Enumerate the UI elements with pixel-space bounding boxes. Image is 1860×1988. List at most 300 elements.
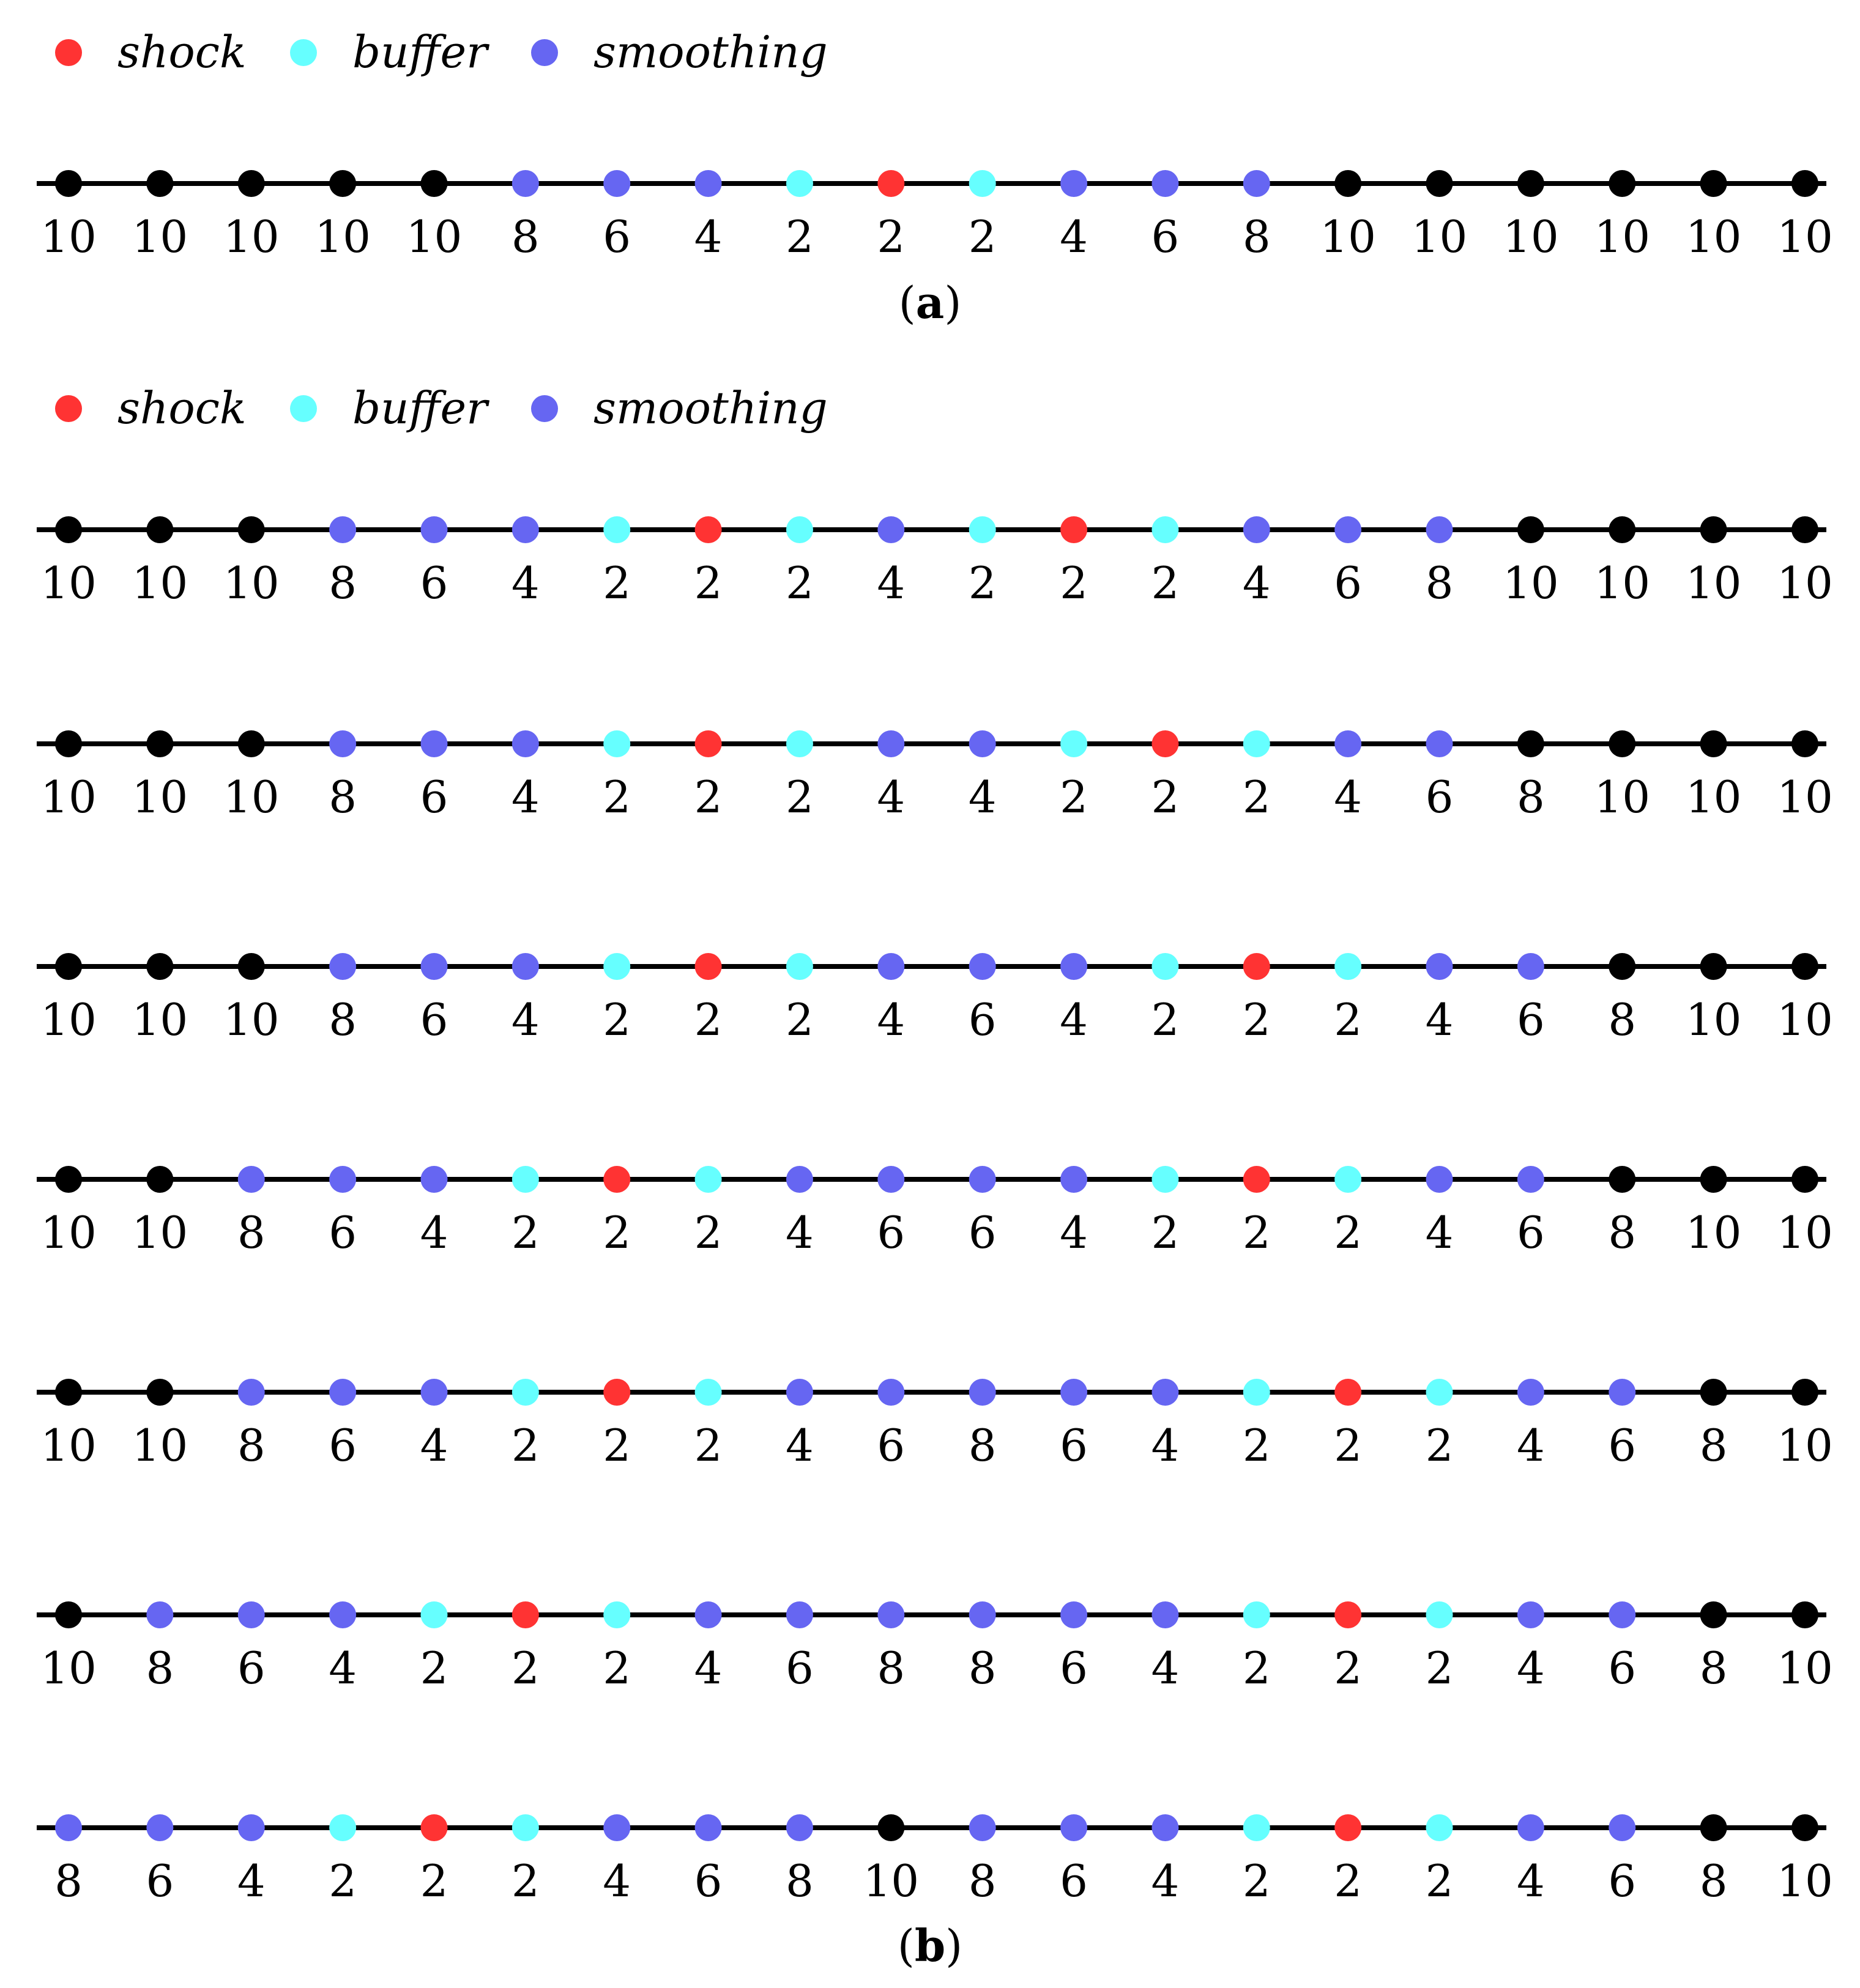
panel-b-row-6-node-6 — [603, 1814, 630, 1841]
panel-b-row-3-label-2: 8 — [237, 1207, 266, 1258]
panel-a-row-0-label-19: 10 — [1777, 211, 1833, 262]
panel-b-row-1-label-5: 4 — [511, 771, 540, 823]
panel-a-row-0-node-10 — [969, 170, 996, 197]
panel-b-row-6-node-10 — [969, 1814, 996, 1841]
panel-b-row-0-label-7: 2 — [694, 557, 723, 609]
panel-b-row-6-node-14 — [1334, 1814, 1361, 1841]
panel-a-row-0-node-9 — [877, 170, 904, 197]
panel-b-row-5-node-0 — [55, 1601, 82, 1628]
panel-b-row-6-label-4: 2 — [420, 1855, 448, 1907]
legend-b — [55, 382, 828, 434]
panel-b-row-5-node-10 — [969, 1601, 996, 1628]
panel-a-row-0-node-2 — [238, 170, 265, 197]
panel-b-row-4-node-0 — [55, 1379, 82, 1406]
panel-b-row-2-node-3 — [329, 953, 356, 980]
panel-b-row-1-node-4 — [420, 730, 447, 757]
panel-b-row-1-node-15 — [1426, 730, 1453, 757]
panel-b-row-0-node-1 — [146, 516, 173, 543]
panel-b-row-0-label-15: 8 — [1425, 557, 1454, 609]
panel-b-row-5-label-19: 10 — [1777, 1642, 1833, 1694]
panel-b-row-2-node-2 — [238, 953, 265, 980]
panel-b-row-4-node-8 — [786, 1379, 813, 1406]
panel-b-row-6-node-19 — [1791, 1814, 1818, 1841]
panel-b-row-0-label-6: 2 — [603, 557, 631, 609]
panel-b-row-3-label-1: 10 — [132, 1207, 188, 1258]
panel-b-row-2-label-11: 4 — [1060, 994, 1088, 1045]
panel-b-row-1-label-17: 10 — [1594, 771, 1651, 823]
legend-label-shock: shock — [117, 382, 247, 434]
panel-a-row-0-node-14 — [1334, 170, 1361, 197]
panel-b-row-4-label-13: 2 — [1242, 1420, 1271, 1471]
panel-b-row-4-node-7 — [695, 1379, 722, 1406]
panel-b-row-1-node-0 — [55, 730, 82, 757]
panel-b-row-5-label-16: 4 — [1516, 1642, 1545, 1694]
panel-b-row-0-node-14 — [1334, 516, 1361, 543]
panel-b-row-2-label-14: 2 — [1334, 994, 1363, 1045]
panel-b-row-0-node-17 — [1609, 516, 1635, 543]
panel-b-row-3-label-9: 6 — [877, 1207, 906, 1258]
legend-marker-shock — [55, 39, 82, 66]
panel-b-row-4-label-11: 6 — [1060, 1420, 1088, 1471]
panel-b-row-4-node-9 — [877, 1379, 904, 1406]
panel-b-row-1-node-17 — [1609, 730, 1635, 757]
panel-b-row-5-node-4 — [420, 1601, 447, 1628]
panel-b-row-6-label-5: 2 — [511, 1855, 540, 1907]
panel-b-row-5-label-18: 8 — [1699, 1642, 1728, 1694]
panel-b-row-2-label-15: 4 — [1425, 994, 1454, 1045]
panel-b-row-3-node-5 — [512, 1166, 539, 1193]
panel-b-row-5-node-11 — [1060, 1601, 1087, 1628]
panel-b-row-2-label-12: 2 — [1151, 994, 1180, 1045]
panel-b-row-4-node-1 — [146, 1379, 173, 1406]
panel-b-row-5-node-16 — [1517, 1601, 1544, 1628]
legend-marker-smoothing — [531, 395, 558, 422]
panel-b-row-5-label-1: 8 — [146, 1642, 174, 1694]
panel-b-row-5-node-12 — [1151, 1601, 1178, 1628]
panel-b-row-5-node-15 — [1426, 1601, 1453, 1628]
panel-b-row-3-label-0: 10 — [40, 1207, 97, 1258]
panel-b-row-0-node-18 — [1700, 516, 1727, 543]
panel-b-row-6-node-11 — [1060, 1814, 1087, 1841]
panel-b-row-3-node-6 — [603, 1166, 630, 1193]
panel-b-row-3-label-12: 2 — [1151, 1207, 1180, 1258]
panel-b-row-2-node-13 — [1243, 953, 1270, 980]
panel-b-row-1-node-10 — [969, 730, 996, 757]
panel-b-row-2-node-4 — [420, 953, 447, 980]
panel-b-row-2-label-8: 2 — [786, 994, 814, 1045]
panel-b-row-5-node-13 — [1243, 1601, 1270, 1628]
panel-a-row-0-node-15 — [1426, 170, 1453, 197]
panel-b-row-1-node-11 — [1060, 730, 1087, 757]
panel-b-row-6-label-3: 2 — [329, 1855, 357, 1907]
panel-b-row-1-node-8 — [786, 730, 813, 757]
panel-b-row-3-label-3: 6 — [329, 1207, 357, 1258]
panel-b-row-1-label-7: 2 — [694, 771, 723, 823]
panel-b-row-6-label-10: 8 — [968, 1855, 997, 1907]
panel-b-row-1-label-10: 4 — [968, 771, 997, 823]
panel-a-row-0-node-17 — [1609, 170, 1635, 197]
panel-b-row-3-node-4 — [420, 1166, 447, 1193]
panel-b-row-0-node-0 — [55, 516, 82, 543]
panel-b-row-4-label-18: 8 — [1699, 1420, 1728, 1471]
panel-b-row-0-label-17: 10 — [1594, 557, 1651, 609]
panel-b-row-3-label-10: 6 — [968, 1207, 997, 1258]
panel-b-row-6-node-2 — [238, 1814, 265, 1841]
panel-b-row-3-label-8: 4 — [786, 1207, 814, 1258]
legend-marker-buffer — [290, 395, 317, 422]
panel-b-row-3-node-15 — [1426, 1166, 1453, 1193]
panel-b-row-5-node-3 — [329, 1601, 356, 1628]
panel-b-row-3-node-16 — [1517, 1166, 1544, 1193]
panel-b-row-1-node-19 — [1791, 730, 1818, 757]
panel-b-row-6-label-0: 8 — [54, 1855, 83, 1907]
panel-b-row-2-label-4: 6 — [420, 994, 448, 1045]
legend-marker-shock — [55, 395, 82, 422]
panel-a-row-0-label-5: 8 — [511, 211, 540, 262]
panel-b-row-6-node-16 — [1517, 1814, 1544, 1841]
panel-b-row-5-label-14: 2 — [1334, 1642, 1363, 1694]
panel-b-row-6-node-3 — [329, 1814, 356, 1841]
panel-b-row-4-label-8: 4 — [786, 1420, 814, 1471]
panel-a-row-0-node-12 — [1151, 170, 1178, 197]
panel-b-row-2-node-10 — [969, 953, 996, 980]
panel-a-row-0-label-15: 10 — [1411, 211, 1468, 262]
panel-b-row-3-node-11 — [1060, 1166, 1087, 1193]
panel-b-row-2-label-16: 6 — [1516, 994, 1545, 1045]
panel-b-row-2-node-5 — [512, 953, 539, 980]
panel-b-row-4-label-19: 10 — [1777, 1420, 1833, 1471]
panel-b-row-6-label-1: 6 — [146, 1855, 174, 1907]
panel-b-row-0-node-11 — [1060, 516, 1087, 543]
panel-b-row-3-node-2 — [238, 1166, 265, 1193]
caption-a: (a) — [898, 276, 962, 328]
panel-b-row-3-label-11: 4 — [1060, 1207, 1088, 1258]
panel-b-row-0-label-9: 4 — [877, 557, 906, 609]
panel-a-row-0-node-13 — [1243, 170, 1270, 197]
panel-b-row-2-label-19: 10 — [1777, 994, 1833, 1045]
panel-b-row-3-node-14 — [1334, 1166, 1361, 1193]
panel-b-row-2-node-12 — [1151, 953, 1178, 980]
panel-b-row-4-label-5: 2 — [511, 1420, 540, 1471]
panel-b-row-2-node-11 — [1060, 953, 1087, 980]
panel-b-row-5-node-7 — [695, 1601, 722, 1628]
panel-b-row-5-label-17: 6 — [1608, 1642, 1637, 1694]
panel-b-row-6-node-0 — [55, 1814, 82, 1841]
panel-b-row-0-label-3: 8 — [329, 557, 357, 609]
panel-b-row-4-node-19 — [1791, 1379, 1818, 1406]
panel-b-row-3-node-1 — [146, 1166, 173, 1193]
panel-b-row-0-node-16 — [1517, 516, 1544, 543]
panel-b-row-3-label-17: 8 — [1608, 1207, 1637, 1258]
panel-b-row-2-label-3: 8 — [329, 994, 357, 1045]
panel-b-row-4-label-14: 2 — [1334, 1420, 1363, 1471]
panel-b-row-6-label-8: 8 — [786, 1855, 814, 1907]
panel-b-row-2-label-9: 4 — [877, 994, 906, 1045]
panel-b-row-1-label-16: 8 — [1516, 771, 1545, 823]
panel-b-row-3-label-15: 4 — [1425, 1207, 1454, 1258]
panel-b-row-2-label-6: 2 — [603, 994, 631, 1045]
panel-b-row-1-node-12 — [1151, 730, 1178, 757]
panel-b-row-1-label-19: 10 — [1777, 771, 1833, 823]
panel-b-row-6-label-7: 6 — [694, 1855, 723, 1907]
panel-b-row-1-label-18: 10 — [1685, 771, 1742, 823]
panel-b-row-5-label-13: 2 — [1242, 1642, 1271, 1694]
panel-b-row-4-label-6: 2 — [603, 1420, 631, 1471]
panel-b-row-4-node-2 — [238, 1379, 265, 1406]
panel-b-row-6-label-6: 4 — [603, 1855, 631, 1907]
panel-b-row-1-label-3: 8 — [329, 771, 357, 823]
panel-b-row-5-node-1 — [146, 1601, 173, 1628]
panel-b-row-4-node-14 — [1334, 1379, 1361, 1406]
panel-b-row-3-node-8 — [786, 1166, 813, 1193]
panel-b-row-2-label-18: 10 — [1685, 994, 1742, 1045]
panel-a-row-0-label-9: 2 — [877, 211, 906, 262]
panel-b-row-1-label-11: 2 — [1060, 771, 1088, 823]
panel-b-row-4-node-11 — [1060, 1379, 1087, 1406]
panel-b-row-2-node-16 — [1517, 953, 1544, 980]
panel-b-row-1-node-16 — [1517, 730, 1544, 757]
panel-b-row-3-label-14: 2 — [1334, 1207, 1363, 1258]
panel-a-row-0-node-0 — [55, 170, 82, 197]
panel-a-row-0-label-14: 10 — [1320, 211, 1376, 262]
legend-label-smoothing: smoothing — [593, 26, 828, 78]
panel-b-row-4-node-16 — [1517, 1379, 1544, 1406]
panel-b-row-2-node-19 — [1791, 953, 1818, 980]
panel-b-row-6-label-11: 6 — [1060, 1855, 1088, 1907]
panel-b-row-0-label-0: 10 — [40, 557, 97, 609]
panel-b-row-6-node-8 — [786, 1814, 813, 1841]
panel-b-row-6-label-9: 10 — [863, 1855, 920, 1907]
panel-b-row-2-node-15 — [1426, 953, 1453, 980]
panel-a-row-0-label-6: 6 — [603, 211, 631, 262]
panel-a-row-0-node-3 — [329, 170, 356, 197]
panel-b-row-3-node-7 — [695, 1166, 722, 1193]
panel-b-row-0-label-5: 4 — [511, 557, 540, 609]
panel-b-row-1-node-18 — [1700, 730, 1727, 757]
panel-b-row-6-label-12: 4 — [1151, 1855, 1180, 1907]
panel-b-row-0-label-12: 2 — [1151, 557, 1180, 609]
panel-b-row-2-label-1: 10 — [132, 994, 188, 1045]
panel-a-row-0-label-7: 4 — [694, 211, 723, 262]
panel-b-row-6-node-9 — [877, 1814, 904, 1841]
panel-b-row-4-node-10 — [969, 1379, 996, 1406]
panel-b-row-4-label-17: 6 — [1608, 1420, 1637, 1471]
panel-b-row-0-node-19 — [1791, 516, 1818, 543]
panel-b-row-5-label-7: 4 — [694, 1642, 723, 1694]
panel-b-row-6-label-15: 2 — [1425, 1855, 1454, 1907]
panel-b-row-2-label-5: 4 — [511, 994, 540, 1045]
panel-a-row-0-label-18: 10 — [1685, 211, 1742, 262]
panel-b-row-2-label-17: 8 — [1608, 994, 1637, 1045]
panel-b-row-3-node-9 — [877, 1166, 904, 1193]
panel-b-row-6-label-19: 10 — [1777, 1855, 1833, 1907]
legend-label-shock: shock — [117, 26, 247, 78]
panel-b-row-3-label-19: 10 — [1777, 1207, 1833, 1258]
panel-b-row-2-node-6 — [603, 953, 630, 980]
panel-b-row-0-node-7 — [695, 516, 722, 543]
panel-b-row-0-node-8 — [786, 516, 813, 543]
panel-b-row-1-label-12: 2 — [1151, 771, 1180, 823]
panel-a-row-0-label-11: 4 — [1060, 211, 1088, 262]
panel-b-row-0-node-10 — [969, 516, 996, 543]
panel-b-row-0-node-9 — [877, 516, 904, 543]
panel-b-row-5-label-2: 6 — [237, 1642, 266, 1694]
panel-a-row-0-node-16 — [1517, 170, 1544, 197]
panel-a-row-0-label-10: 2 — [968, 211, 997, 262]
legend-label-buffer: buffer — [352, 26, 488, 78]
panel-b-row-6-label-18: 8 — [1699, 1855, 1728, 1907]
panel-b-row-3-node-18 — [1700, 1166, 1727, 1193]
panel-b-row-3-node-3 — [329, 1166, 356, 1193]
panel-b-row-6-node-4 — [420, 1814, 447, 1841]
panel-b-row-1-label-1: 10 — [132, 771, 188, 823]
panel-b-row-0-label-4: 6 — [420, 557, 448, 609]
panel-b-row-1-label-2: 10 — [223, 771, 280, 823]
panel-b-row-6-label-14: 2 — [1334, 1855, 1363, 1907]
panel-b-row-5-node-9 — [877, 1601, 904, 1628]
panel-b-row-3-node-10 — [969, 1166, 996, 1193]
panel-b-row-1-node-14 — [1334, 730, 1361, 757]
panel-b-row-6-label-17: 6 — [1608, 1855, 1637, 1907]
panel-b-row-0-node-2 — [238, 516, 265, 543]
panel-a-row-0-label-12: 6 — [1151, 211, 1180, 262]
panel-b-row-2-node-0 — [55, 953, 82, 980]
panel-b-row-0-node-12 — [1151, 516, 1178, 543]
panel-b-row-1-node-5 — [512, 730, 539, 757]
legend-marker-smoothing — [531, 39, 558, 66]
caption-b: (b) — [897, 1919, 963, 1971]
panel-b-row-3-label-6: 2 — [603, 1207, 631, 1258]
panel-b-row-6-label-13: 2 — [1242, 1855, 1271, 1907]
panel-b-row-3-node-19 — [1791, 1166, 1818, 1193]
panel-a-row-0-node-18 — [1700, 170, 1727, 197]
panel-b-row-4-label-15: 2 — [1425, 1420, 1454, 1471]
panel-b-row-3-label-13: 2 — [1242, 1207, 1271, 1258]
panel-b-row-0-label-1: 10 — [132, 557, 188, 609]
panel-b-row-0-label-16: 10 — [1503, 557, 1559, 609]
panel-b-row-1-node-7 — [695, 730, 722, 757]
panel-b-row-5-node-5 — [512, 1601, 539, 1628]
panel-b-row-2-node-1 — [146, 953, 173, 980]
panel-b-row-5-label-5: 2 — [511, 1642, 540, 1694]
panel-b-row-5-node-18 — [1700, 1601, 1727, 1628]
panel-b-row-6-node-17 — [1609, 1814, 1635, 1841]
panel-b-row-3-label-4: 4 — [420, 1207, 448, 1258]
panel-b-row-4-node-6 — [603, 1379, 630, 1406]
panel-b-row-5-label-10: 8 — [968, 1642, 997, 1694]
panel-b-row-5-label-11: 6 — [1060, 1642, 1088, 1694]
panel-b-row-3-label-7: 2 — [694, 1207, 723, 1258]
panel-b-row-0-node-6 — [603, 516, 630, 543]
panel-b-row-1-node-3 — [329, 730, 356, 757]
panel-b-row-1-label-0: 10 — [40, 771, 97, 823]
panel-b-row-2-node-17 — [1609, 953, 1635, 980]
panel-b-row-1-node-1 — [146, 730, 173, 757]
panel-a-row-0-node-8 — [786, 170, 813, 197]
panel-a-row-0-label-1: 10 — [132, 211, 188, 262]
panel-b-row-6-node-15 — [1426, 1814, 1453, 1841]
panel-b-row-0-node-15 — [1426, 516, 1453, 543]
panel-b-row-2-node-8 — [786, 953, 813, 980]
panel-b-row-5-node-6 — [603, 1601, 630, 1628]
panel-b-row-5-node-14 — [1334, 1601, 1361, 1628]
panel-b-row-0-node-5 — [512, 516, 539, 543]
panel-b-row-6-node-18 — [1700, 1814, 1727, 1841]
panel-b-row-2-node-18 — [1700, 953, 1727, 980]
panel-a-row-0-label-3: 10 — [314, 211, 371, 262]
panel-b-row-4-label-9: 6 — [877, 1420, 906, 1471]
panel-b-row-1-node-2 — [238, 730, 265, 757]
panel-b-row-5-node-17 — [1609, 1601, 1635, 1628]
panel-b-row-5-label-12: 4 — [1151, 1642, 1180, 1694]
panel-b-row-0-label-13: 4 — [1242, 557, 1271, 609]
panel-b-row-4-label-2: 8 — [237, 1420, 266, 1471]
panel-b-row-0-label-14: 6 — [1334, 557, 1363, 609]
panel-b-row-5-label-4: 2 — [420, 1642, 448, 1694]
panel-b-row-4-node-15 — [1426, 1379, 1453, 1406]
panel-b-row-4-node-17 — [1609, 1379, 1635, 1406]
panel-b-row-0-label-8: 2 — [786, 557, 814, 609]
panel-b-row-0-node-13 — [1243, 516, 1270, 543]
panel-a-row-0-node-5 — [512, 170, 539, 197]
panel-b-row-2-label-13: 2 — [1242, 994, 1271, 1045]
panel-a-row-0-label-13: 8 — [1242, 211, 1271, 262]
panel-b-row-2-node-9 — [877, 953, 904, 980]
panel-b-row-4-label-7: 2 — [694, 1420, 723, 1471]
panel-b-row-4-node-12 — [1151, 1379, 1178, 1406]
panel-b-row-5-label-3: 4 — [329, 1642, 357, 1694]
panel-a-row-0-label-2: 10 — [223, 211, 280, 262]
panel-b-row-2-label-7: 2 — [694, 994, 723, 1045]
panel-b-row-4-node-5 — [512, 1379, 539, 1406]
panel-b-row-4-label-3: 6 — [329, 1420, 357, 1471]
panel-b-row-5-node-19 — [1791, 1601, 1818, 1628]
panel-b-row-6-node-1 — [146, 1814, 173, 1841]
panel-b-row-2-label-2: 10 — [223, 994, 280, 1045]
panel-b-row-3-node-0 — [55, 1166, 82, 1193]
panel-b-row-6-node-7 — [695, 1814, 722, 1841]
panel-b-row-1-label-8: 2 — [786, 771, 814, 823]
panel-b-row-3-label-5: 2 — [511, 1207, 540, 1258]
panel-b-row-4-node-13 — [1243, 1379, 1270, 1406]
panel-b-row-6-node-12 — [1151, 1814, 1178, 1841]
panel-b-row-6-label-16: 4 — [1516, 1855, 1545, 1907]
panel-b-row-0-label-18: 10 — [1685, 557, 1742, 609]
panel-b-row-1-label-6: 2 — [603, 771, 631, 823]
legend-marker-buffer — [290, 39, 317, 66]
panel-b-row-1-node-13 — [1243, 730, 1270, 757]
panel-b-row-3-label-18: 10 — [1685, 1207, 1742, 1258]
panel-b-row-0-node-4 — [420, 516, 447, 543]
legend-a — [55, 26, 828, 78]
panel-b-row-5-node-8 — [786, 1601, 813, 1628]
panel-b-row-5-label-9: 8 — [877, 1642, 906, 1694]
panel-b-row-4-label-16: 4 — [1516, 1420, 1545, 1471]
panel-a-row-0-node-1 — [146, 170, 173, 197]
panel-b-row-1-label-15: 6 — [1425, 771, 1454, 823]
panel-b-row-5-label-8: 6 — [786, 1642, 814, 1694]
panel-b-row-1-node-6 — [603, 730, 630, 757]
panel-b-row-6-label-2: 4 — [237, 1855, 266, 1907]
panel-b-row-5-label-6: 2 — [603, 1642, 631, 1694]
panel-a-row-0-label-4: 10 — [406, 211, 463, 262]
panel-b-row-0-node-3 — [329, 516, 356, 543]
panel-a-row-0-label-16: 10 — [1503, 211, 1559, 262]
panel-b-row-5-label-0: 10 — [40, 1642, 97, 1694]
panel-b-row-1-label-4: 6 — [420, 771, 448, 823]
panel-b-row-6-node-5 — [512, 1814, 539, 1841]
panel-a-row-0-node-7 — [695, 170, 722, 197]
